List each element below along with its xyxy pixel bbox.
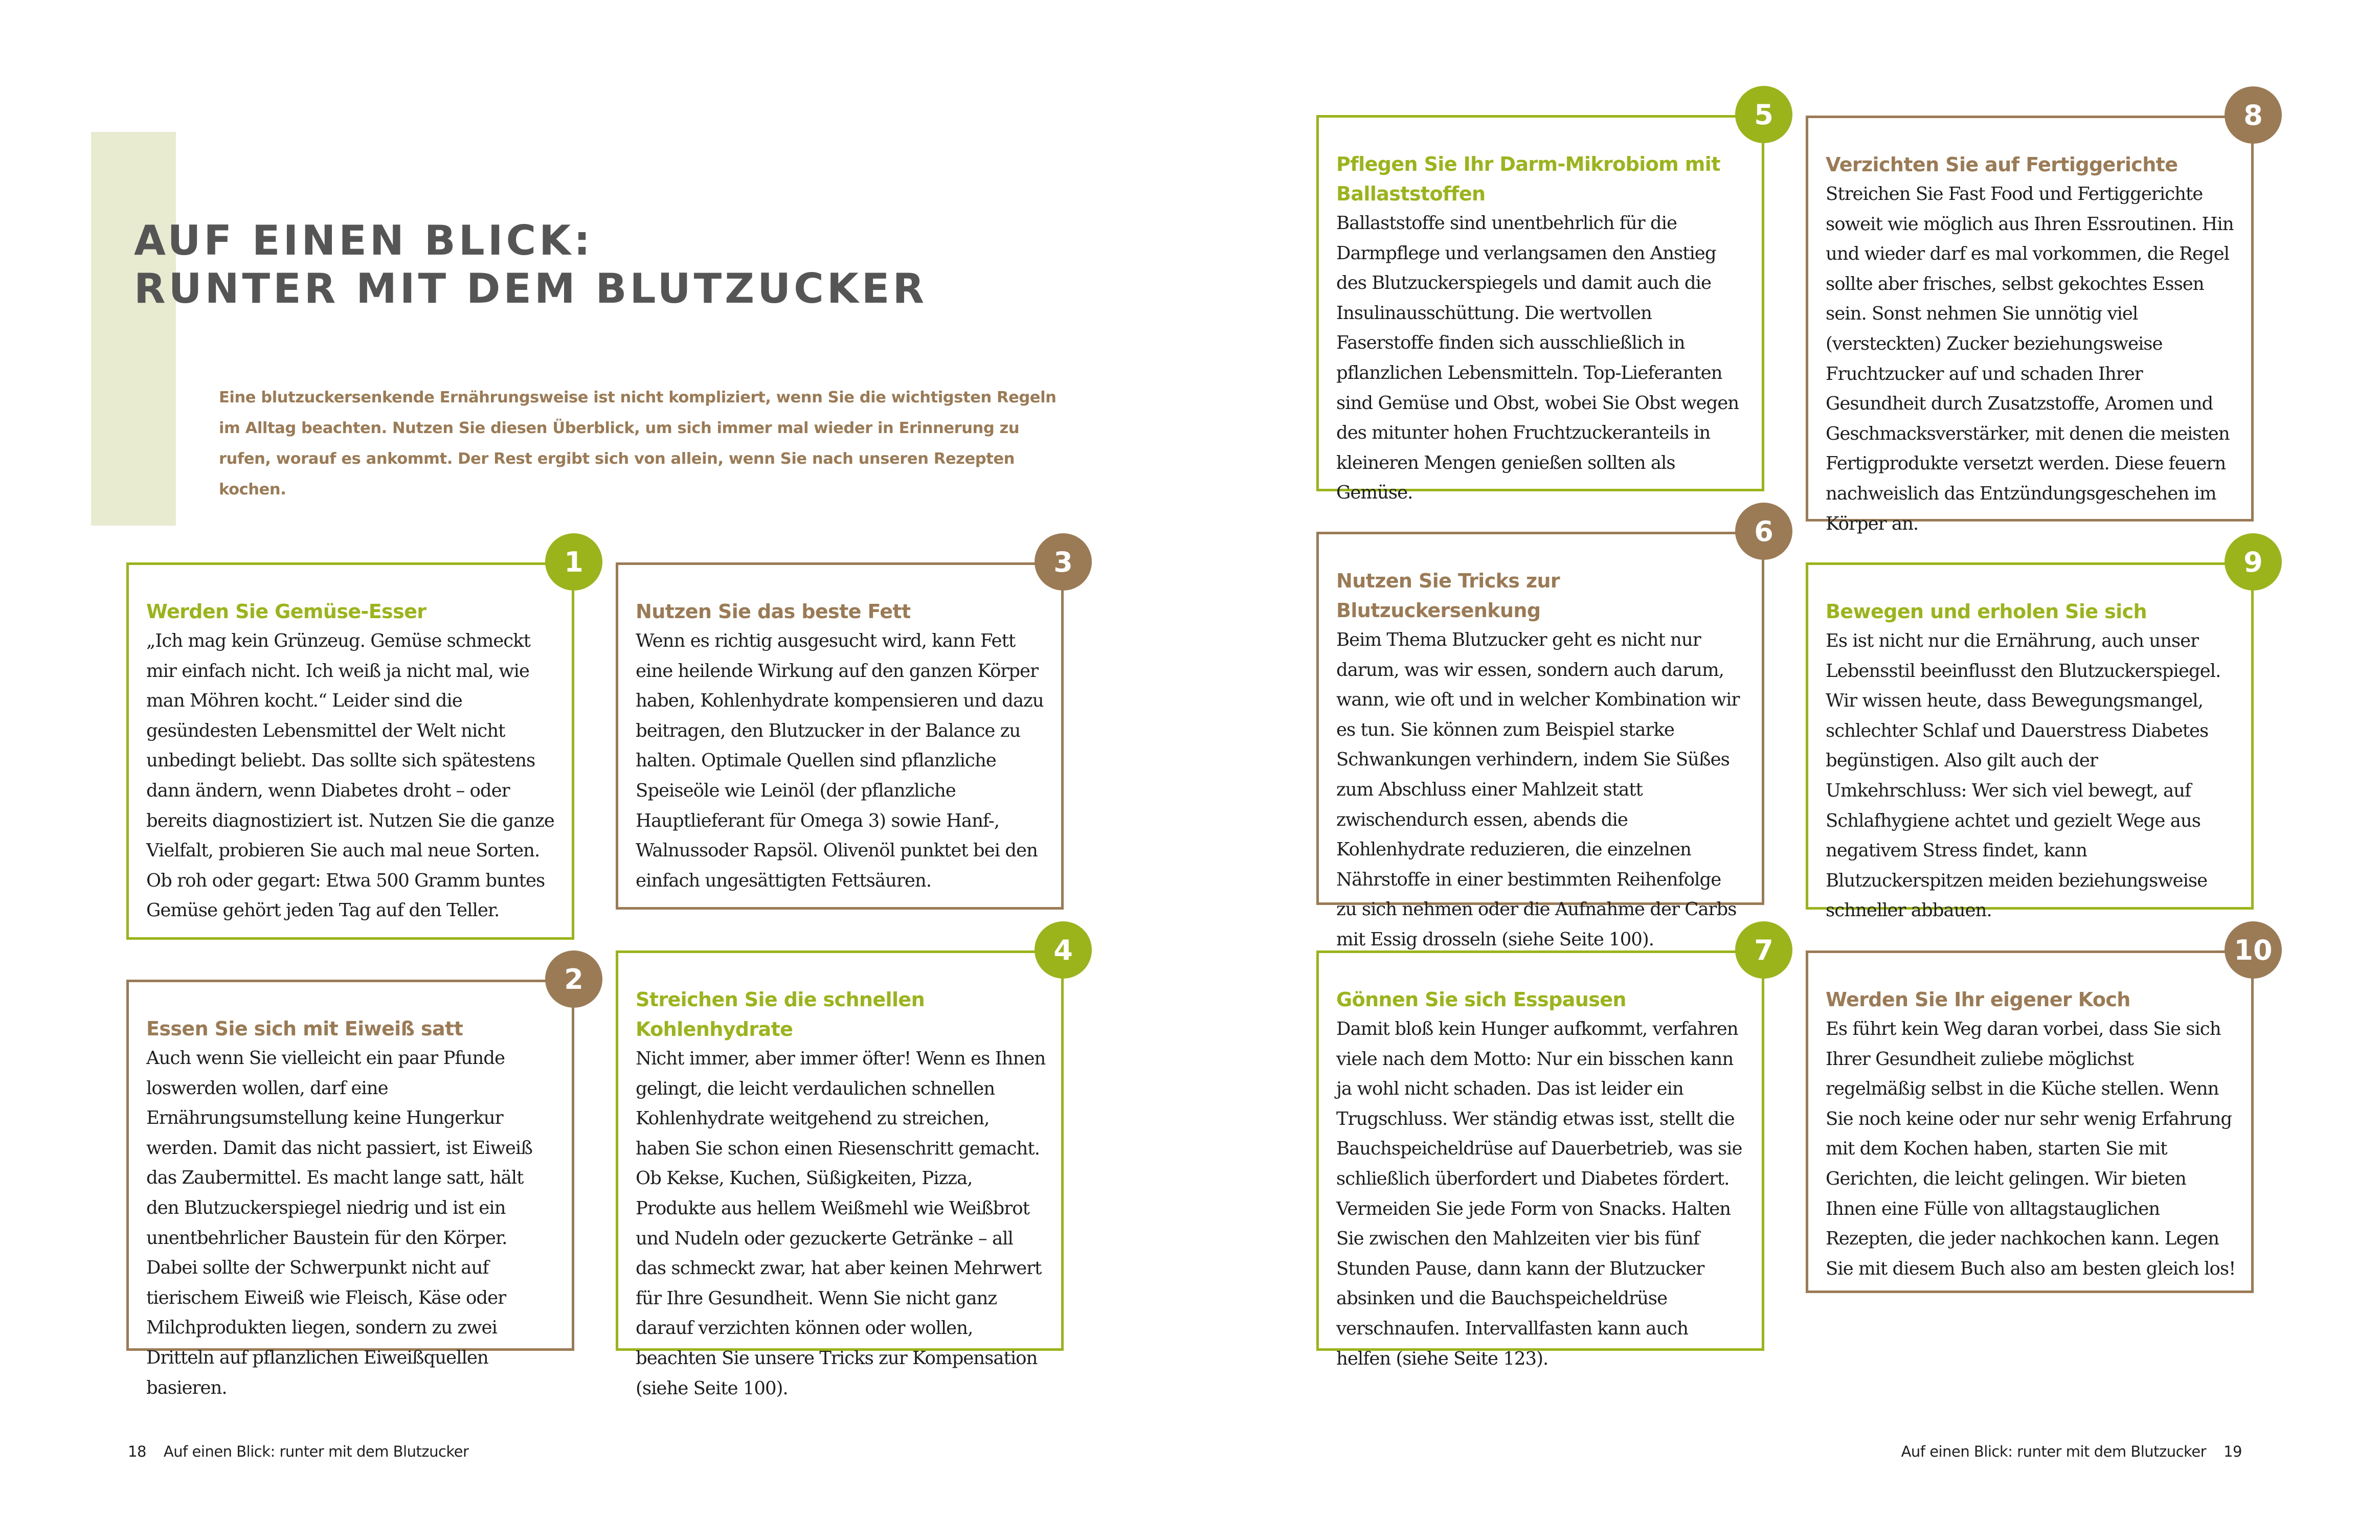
running-title-left: Auf einen Blick: runter mit dem Blutzucker — [163, 1443, 469, 1460]
tip-title: Bewegen und erholen Sie sich — [1826, 600, 2147, 623]
tip-number-badge: 2 — [545, 950, 602, 1008]
tip-number-badge: 1 — [545, 533, 602, 591]
footer-left — [128, 1443, 468, 1460]
tip-title: Gönnen Sie sich Esspausen — [1336, 988, 1626, 1011]
tip-text: Damit bloß kein Hunger aufkommt, verfahren viele nach dem Motto: Nur ein bisschen kann ja wohl nicht schaden. Das ist leider ein Trugschluss. Wer ständig etwas isst, stellt die Bauchspeicheldrüse auf Dauerbetrieb, was sie schließlich überfordert und Diabetes fördert. Vermeiden Sie jede Form von Snacks. Halten Sie zwischen den Mahlzeiten vier bis fünf Stunden Pause, dann kann der Blutzucker absinken und die Bauchspeicheldrüse verschnaufen. Intervallfasten kann auch helfen (siehe Seite 123). — [1336, 1018, 1742, 1369]
running-title-right: Auf einen Blick: runter mit dem Blutzucker — [1901, 1443, 2207, 1460]
tip-number-badge: 3 — [1035, 533, 1092, 591]
intro-text: Eine blutzuckersenkende Ernährungsweise ist nicht kompliziert, wenn Sie die wichtigsten Regeln im Alltag beachten. Nutzen Sie diesen Überblick, um sich immer mal wieder in Erinnerung zu rufen, worauf es ankommt. Der Rest ergibt sich von allein, wenn Sie nach unseren Rezepten kochen. — [219, 389, 1057, 499]
tip-box-4 — [616, 934, 1073, 1399]
tip-box-6 — [1316, 515, 1773, 950]
tip-box-8 — [1806, 99, 2263, 534]
tip-text: Es führt kein Weg daran vorbei, dass Sie sich Ihrer Gesundheit zuliebe möglichst regelmäßig selbst in die Küche stellen. Wenn Sie noch keine oder nur sehr wenig Erfahrung mit dem Kochen haben, starten Sie mit Gerichten, die leicht gelingen. Wir bieten Ihnen eine Fülle von alltagstauglichen Rezepten, die jeder nachkochen kann. Legen Sie mit diesem Buch also am besten gleich los! — [1826, 1018, 2236, 1279]
tip-number-badge: 8 — [2225, 86, 2282, 144]
tip-title: Essen Sie sich mit Eiweiß satt — [146, 1017, 463, 1040]
tip-number-badge: 4 — [1035, 921, 1092, 979]
tip-title: Werden Sie Ihr eigener Koch — [1826, 988, 2130, 1011]
tip-number-badge: 7 — [1735, 921, 1792, 979]
page-title — [134, 217, 927, 313]
tip-title: Werden Sie Gemüse-Esser — [146, 600, 426, 623]
tip-box-10 — [1806, 934, 2273, 1293]
tip-box-5 — [1316, 98, 1773, 504]
tip-title: Nutzen Sie das beste Fett — [636, 600, 911, 623]
tip-box-9 — [1806, 546, 2263, 921]
page-number-right: 19 — [2224, 1443, 2242, 1460]
tip-box-2 — [126, 963, 583, 1398]
tip-number-badge: 10 — [2225, 921, 2282, 979]
page-number-left: 18 — [128, 1443, 146, 1460]
page-title-line-1: AUF EINEN BLICK: — [134, 217, 594, 264]
tip-text: Es ist nicht nur die Ernährung, auch unser Lebensstil beeinflusst den Blutzuckerspiegel. Wir wissen heute, dass Bewegungsmangel, schlechter Schlaf und Dauerstress Diabetes begünstigen. Also gilt auch der Umkehrschluss: Wer sich viel bewegt, auf Schlafhygiene achtet und gezielt Wege aus negativem Stress findet, kann Blutzuckerspitzen meiden beziehungsweise schneller abbauen. — [1826, 630, 2221, 921]
tip-number-badge: 5 — [1735, 86, 1792, 143]
footer-right — [1901, 1443, 2242, 1460]
tip-text: Streichen Sie Fast Food und Fertiggerichte soweit wie möglich aus Ihren Essroutinen. Hin und wieder darf es mal vorkommen, die Regel sollte aber frisches, selbst gekochtes Essen sein. Sonst nehmen Sie unnötig viel (versteckten) Zucker beziehungsweise Fruchtzucker auf und schaden Ihrer Gesundheit durch Zusatzstoffe, Aromen und Geschmacksverstärker, mit denen die meisten Fertigprodukte versetzt werden. Diese feuern nachweislich das Entzündungsgeschehen im Körper an. — [1826, 184, 2234, 534]
page-title-line-2: RUNTER MIT DEM BLUTZUCKER — [134, 265, 928, 312]
tip-title: Nutzen Sie Tricks zur Blutzuckersenkung — [1336, 570, 1560, 622]
tip-title: Streichen Sie die schnellen Kohlenhydrate — [636, 988, 925, 1040]
tip-text: Nicht immer, aber immer öfter! Wenn es Ihnen gelingt, die leicht verdaulichen schnellen Kohlenhydrate weitgehend zu streichen, haben Sie schon einen Riesenschritt gemacht. Ob Kekse, Kuchen, Süßigkeiten, Pizza, Produkte aus hellem Weißmehl wie Weißbrot und Nudeln oder gezuckerte Getränke – all das schmeckt zwar, hat aber keinen Mehrwert für Ihre Gesundheit. Wenn Sie nicht ganz darauf verzichten können oder wollen, beachten Sie unsere Tricks zur Kompensation (siehe Seite 100). — [636, 1048, 1046, 1399]
tip-box-1 — [126, 546, 583, 940]
tip-text: Auch wenn Sie vielleicht ein paar Pfunde loswerden wollen, darf eine Ernährungsumstellung keine Hungerkur werden. Damit das nicht passiert, ist Eiweiß das Zaubermittel. Es macht lange satt, hält den Blutzuckerspiegel niedrig und ist ein unentbehrlicher Baustein für den Körper. Dabei sollte der Schwerpunkt nicht auf tierischem Eiweiß wie Fleisch, Käse oder Milchprodukten liegen, sondern zu zwei Dritteln auf pflanzlichen Eiweißquellen basieren. — [146, 1048, 532, 1398]
tip-text: Beim Thema Blutzucker geht es nicht nur darum, was wir essen, sondern auch darum, wann, wie oft und in welcher Kombination wir es tun. Sie können zum Beispiel starke Schwankungen verhindern, indem Sie Süßes zum Abschluss einer Mahlzeit statt zwischendurch essen, abends die Kohlenhydrate reduzieren, die einzelnen Nährstoffe in einer bestimmten Reihenfolge zu sich nehmen oder die Aufnahme der Carbs mit Essig drosseln (siehe Seite 100). — [1336, 629, 1740, 950]
tip-number-badge: 6 — [1735, 503, 1792, 560]
tip-box-7 — [1316, 934, 1773, 1369]
accent-band — [91, 132, 176, 526]
tip-text: Wenn es richtig ausgesucht wird, kann Fett eine heilende Wirkung auf den ganzen Körper haben, Kohlenhydrate kompensieren und dazu beitragen, den Blutzucker in der Balance zu halten. Optimale Quellen sind pflanzliche Speiseöle wie Leinöl (der pflanzliche Hauptlieferant für Omega 3) sowie Hanf-, Walnussoder Rapsöl. Olivenöl punktet bei den einfach ungesättigten Fettsäuren. — [636, 630, 1044, 891]
tip-number-badge: 9 — [2225, 533, 2282, 591]
tip-text: „Ich mag kein Grünzeug. Gemüse schmeckt mir einfach nicht. Ich weiß ja nicht mal, wie man Möhren kocht.“ Leider sind die gesündesten Lebensmittel der Welt nicht unbedingt beliebt. Das sollte sich spätestens dann ändern, wenn Diabetes droht – oder bereits diagnostiziert ist. Nutzen Sie die ganze Vielfalt, probieren Sie auch mal neue Sorten. Ob roh oder gegart: Etwa 500 Gramm buntes Gemüse gehört jeden Tag auf den Teller. — [146, 630, 554, 921]
tip-box-3 — [616, 546, 1073, 910]
tip-title: Verzichten Sie auf Fertiggerichte — [1826, 153, 2178, 176]
tip-title: Pflegen Sie Ihr Darm-Mikrobiom mit Ballaststoffen — [1336, 153, 1720, 205]
tip-text: Ballaststoffe sind unentbehrlich für die Darmpflege und verlangsamen den Anstieg des Blutzuckerspiegels und damit auch die Insulinausschüttung. Die wertvollen Faserstoffe finden sich ausschließlich in pflanzlichen Lebensmitteln. Top-Lieferanten sind Gemüse und Obst, wobei Sie Obst wegen des mitunter hohen Fruchtzuckeranteils in kleineren Mengen genießen sollten als Gemüse. — [1336, 213, 1739, 504]
